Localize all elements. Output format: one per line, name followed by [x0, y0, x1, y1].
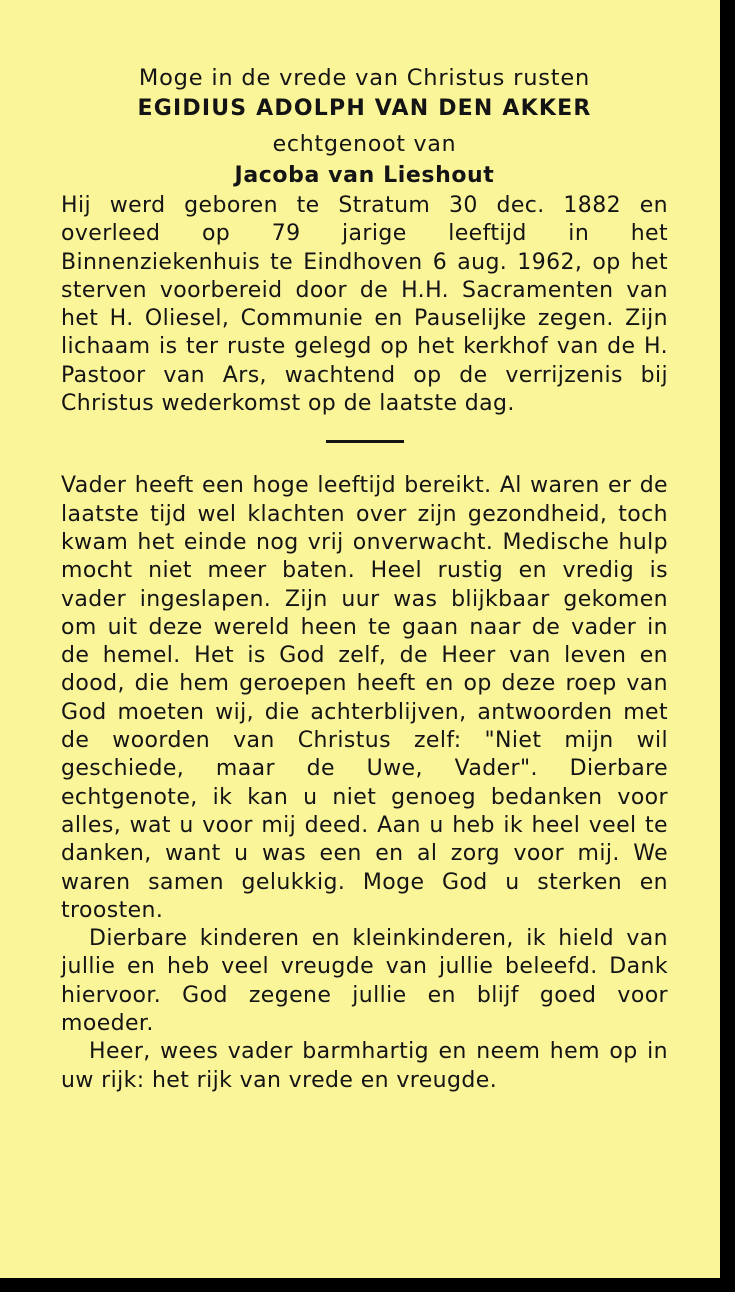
invocation-line: Moge in de vrede van Christus rusten — [138, 65, 591, 91]
spouse-name: Jacoba van Lieshout — [234, 163, 495, 188]
card-shadow-bottom — [0, 1278, 735, 1292]
message-paragraph-3: Heer, wees vader barmhartig en neem hem op in uw rijk: het rijk van vrede en vreugde. — [61, 1039, 668, 1093]
relation-label: echtgenoot van — [272, 132, 457, 157]
message-paragraph-1: Vader heeft een hoge leeftijd bereikt. Al waren er de laatste tijd wel klachten over zijn gezondheid, toch kwam het einde nog vrij onverwacht. Medische hulp mocht niet meer baten. Heel rustig en vredig is vader ingeslapen. Zijn uur was blijkbaar gekomen om uit deze wereld heen te gaan naar de vader in de hemel. Het is God zelf, de Heer van leven en dood, die hem geroepen heeft en op deze roep van God moeten wij, die achterblijven, antwoorden met de woorden van Christus zelf: "Niet mijn wil geschiede, maar de Uwe, Vader". Dierbare echtgenote, ik kan u niet genoeg bedanken voor alles, wat u voor mij deed. Aan u heb ik heel veel te danken, want u was een en al zorg voor mij. We waren samen gelukkig. Moge God u sterken en troosten. — [61, 473, 668, 923]
section-divider — [326, 440, 404, 443]
deceased-name: EGIDIUS ADOLPH VAN DEN AKKER — [137, 96, 592, 121]
biography-paragraph: Hij werd geboren te Stratum 30 dec. 1882 en overleed op 79 jarige leeftijd in het Binnenziekenhuis te Eindhoven 6 aug. 1962, op het sterven voorbereid door de H.H. Sacramenten van het H. Oliesel, Communie en Pauselijke zegen. Zijn lichaam is ter ruste gelegd op het kerkhof van de H. Pastoor van Ars, wachtend op de verrijzenis bij Christus wederkomst op de laatste dag. — [61, 193, 668, 417]
card-content — [61, 62, 668, 1095]
card-shadow-right — [720, 0, 735, 1292]
message-paragraph-2: Dierbare kinderen en kleinkinderen, ik hield van jullie en heb veel vreugde van jullie beleefd. Dank hiervoor. God zegene jullie en blijf goed voor moeder. — [61, 926, 668, 1037]
